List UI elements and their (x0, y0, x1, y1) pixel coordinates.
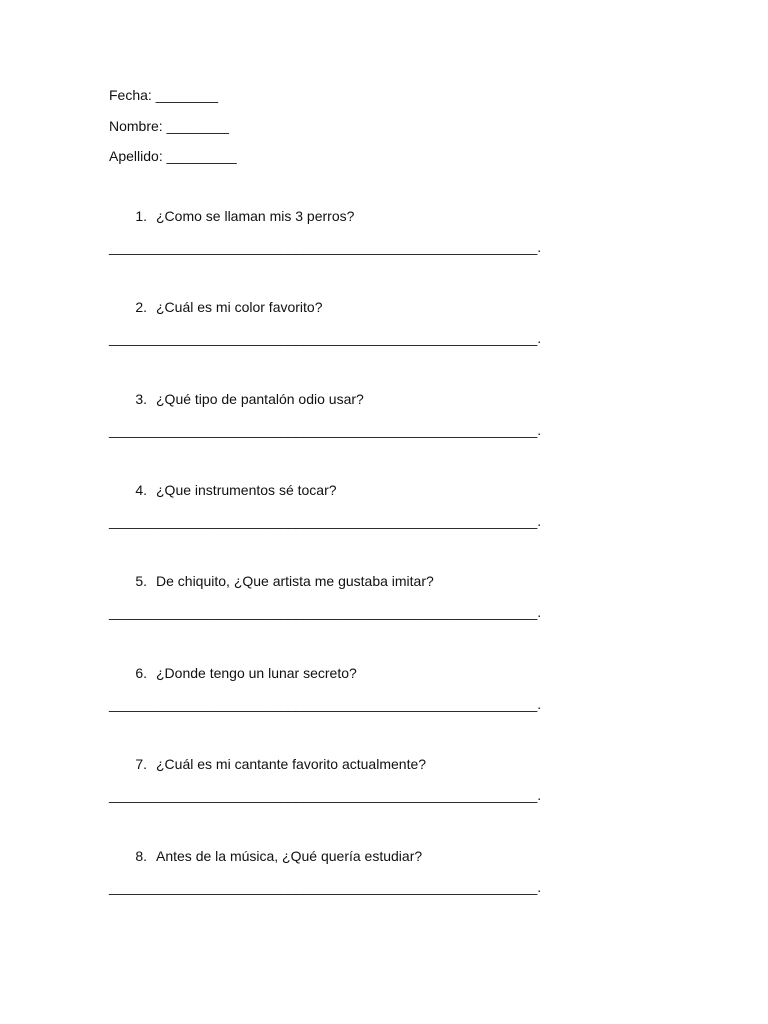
question-number: 4. (135, 482, 147, 498)
question-text: ¿Donde tengo un lunar secreto? (156, 665, 357, 681)
first-name-field: Nombre: ________ (109, 118, 229, 134)
question-text: ¿Cuál es mi cantante favorito actualmente? (156, 756, 427, 772)
answer-line-3: _______________________________________________________. (109, 422, 542, 438)
question-text: ¿Que instrumentos sé tocar? (156, 482, 337, 498)
answer-line-8: _______________________________________________________. (109, 879, 542, 895)
answer-line-2: _______________________________________________________. (109, 330, 542, 346)
answer-line-7: _______________________________________________________. (109, 787, 542, 803)
answer-line-4: _______________________________________________________. (109, 513, 542, 529)
question-7 (109, 755, 509, 773)
question-8 (109, 847, 509, 865)
question-5 (109, 572, 509, 590)
question-number: 6. (135, 665, 147, 681)
question-3 (109, 390, 509, 408)
question-number: 5. (135, 573, 147, 589)
answer-line-5: _______________________________________________________. (109, 604, 542, 620)
question-number: 1. (135, 208, 147, 224)
date-field: Fecha: ________ (109, 87, 218, 103)
answer-line-1: _______________________________________________________. (109, 239, 542, 255)
last-name-field: Apellido: _________ (109, 148, 237, 164)
question-6 (109, 664, 509, 682)
question-text: ¿Como se llaman mis 3 perros? (156, 208, 355, 224)
question-number: 7. (135, 756, 147, 772)
question-text: De chiquito, ¿Que artista me gustaba imitar? (156, 573, 434, 589)
question-number: 3. (135, 391, 147, 407)
answer-line-6: _______________________________________________________. (109, 696, 542, 712)
question-1 (109, 207, 509, 225)
question-text: ¿Qué tipo de pantalón odio usar? (156, 391, 364, 407)
question-text: ¿Cuál es mi color favorito? (156, 299, 323, 315)
question-number: 2. (135, 299, 147, 315)
question-2 (109, 298, 509, 316)
question-number: 8. (135, 848, 147, 864)
question-4 (109, 481, 509, 499)
question-text: Antes de la música, ¿Qué quería estudiar? (156, 848, 423, 864)
